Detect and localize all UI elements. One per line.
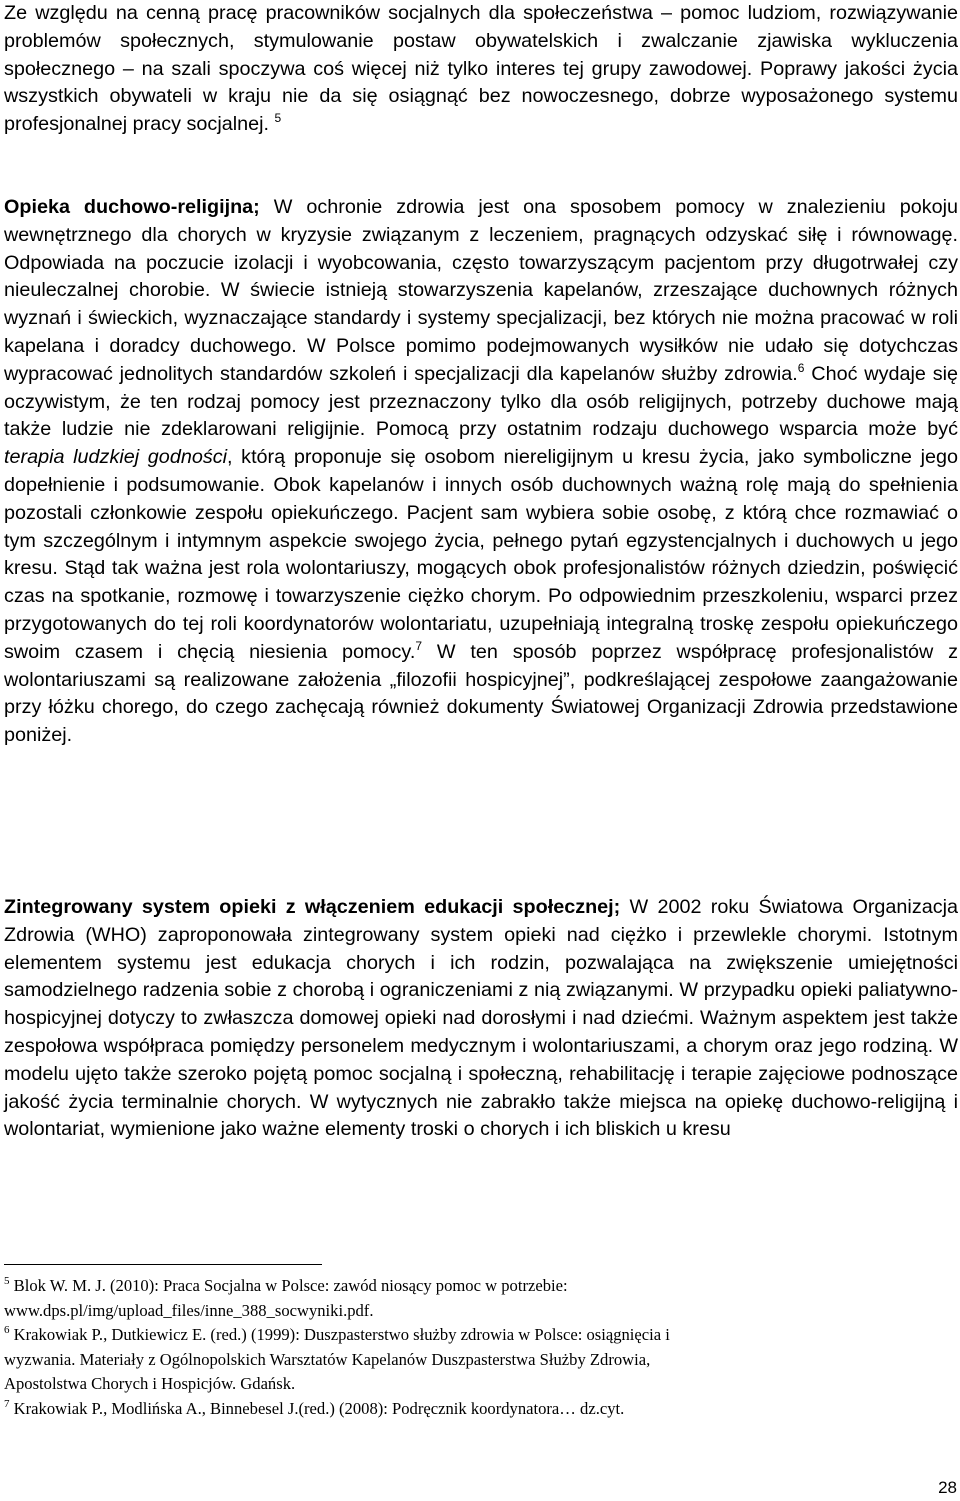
footnote-6-continued <box>4 1348 934 1373</box>
paragraph-text: W ochronie zdrowia jest ona sposobem pomocy w znalezieniu pokoju wewnętrznego dla chorych w kryzysie związanym z leczeniem, pragnących odzyskać siłę i równowagę. Odpowiada na poczucie izolacji i wyobcowania, często towarzyszącym pacjentom przy długotrwałej czy nieuleczalnej chorobie. W świecie istnieją stowarzyszenia kapelanów, zrzeszające duchownych różnych wyznań i świeckich, wyznaczające standardy i systemy specjalizacji, bez których nie można pracować w roli kapelana i doradcy duchowego. W Polsce pomimo podejmowanych wysiłków nie udało się dotychczas wypracować jednolitych standardów szkoleń i specjalizacji dla kapelanów służby zdrowia. <box>4 196 958 385</box>
paragraph-integrated-system <box>4 894 958 1144</box>
footnotes <box>4 1274 934 1421</box>
footnote-link[interactable]: www.dps.pl/img/upload_files/inne_388_socwyniki.pdf. <box>4 1300 374 1320</box>
footnote-5 <box>4 1274 934 1299</box>
footnote-number: 7 <box>4 1397 10 1410</box>
footnote-divider <box>4 1264 322 1265</box>
footnote-text: Blok W. M. J. (2010): Praca Socjalna w Polsce: zawód niosący pomoc w potrzebie: <box>13 1276 568 1295</box>
paragraph-text: , którą proponuje się osobom niereligijnym u kresu życia, jako symboliczne jego dopełnienie i podsumowanie. Obok kapelanów i innych osób duchownych ważną rolę mają do spełnienia pozostali członkowie zespołu opiekuńczego. Pacjent sam wybiera sobie osobę, z którą chce rozmawiać o tym szczególnym i intymnym aspekcie swojego życia, pełnego pytań egzystencjalnych i duchowych u jego kresu. Stąd tak ważna jest rola wolontariuszy, mogących obok profesjonalistów różnych dziedzin, poświęcić czas na spotkanie, rozmowę i towarzyszenie ciężko chorym. Po odpowiednim przeszkoleniu, wsparci przez przygotowanych do tej roli koordynatorów wolontariatu, uzupełniają integralną troskę zespołu opiekuńczego swoim czasem i chęcią niesienia pomocy. <box>4 446 958 663</box>
footnote-reference[interactable]: 7 <box>415 638 423 653</box>
footnote-text: Krakowiak P., Modlińska A., Binnebesel J.(red.) (2008): Podręcznik koordynatora… dz.cyt. <box>13 1398 625 1418</box>
paragraph-text: W ten sposób poprzez współpracę profesjonalistów z wolontariuszami są realizowane założenia „filozofii hospicyjnej”, podkreślającej zespołowe zaangażowanie przy łóżku chorego, do czego zachęcają również dokumenty Światowej Organizacji Zdrowia przedstawione poniżej. <box>4 640 958 747</box>
footnote-text: Apostolstwa Chorych i Hospicjów. Gdańsk. <box>4 1374 296 1393</box>
footnote-number: 6 <box>4 1324 10 1336</box>
paragraph-text: W 2002 roku Światowa Organizacja Zdrowia (WHO) zaproponowała zintegrowany system opieki nad ciężko i przewlekle chorymi. Istotnym elementem systemu jest edukacja chorych i ich rodzin, pozwalająca na zwiększenie umiejętności samodzielnego radzenia sobie z chorobą i ograniczeniami z nią związanymi. W przypadku opieki paliatywno-hospicyjnej dotyczy to zwłaszcza domowej opieki nad dorosłymi i nad dziećmi. Ważnym aspektem jest także zespołowa współpraca pomiędzy personelem medycznym i wolontariuszami, a chorym oraz jego rodziną. W modelu ujęto także szeroko pojętą pomoc socjalną i społeczną, rehabilitację i terapie zajęciowe podnoszące jakość życia terminalnie chorych. W wytycznych nie zabrakło także miejsca na opiekę duchowo-religijną i wolontariat, wymienione jako ważne elementy troski o chorych i ich bliskich u kresu <box>4 896 958 1141</box>
paragraph-social-work <box>4 0 958 139</box>
footnote-text: wyzwania. Materiały z Ogólnopolskich Warsztatów Kapelanów Duszpasterstwa Służby Zdrowia, <box>4 1349 651 1369</box>
footnote-7 <box>4 1397 934 1422</box>
footnote-reference[interactable]: 5 <box>274 111 282 126</box>
paragraph-heading: Opieka duchowo-religijna; <box>4 196 260 218</box>
footnote-5-continued <box>4 1299 934 1324</box>
footnote-number: 5 <box>4 1275 10 1287</box>
italic-term: terapia ludzkiej godności <box>4 446 227 469</box>
page-number: 28 <box>938 1478 957 1497</box>
footnote-6 <box>4 1323 934 1348</box>
footnote-reference[interactable]: 6 <box>797 360 805 375</box>
footnote-6-continued <box>4 1372 934 1397</box>
footnote-text: Krakowiak P., Dutkiewicz E. (red.) (1999): Duszpasterstwo służby zdrowia w Polsce: osiągnięcia i <box>13 1325 670 1344</box>
paragraph-text: Ze względu na cenną pracę pracowników socjalnych dla społeczeństwa – pomoc ludziom, rozwiązywanie problemów społecznych, stymulowanie postaw obywatelskich i zwalczanie zjawiska wykluczenia społecznego – na szali spoczywa coś więcej niż tylko interes tej grupy zawodowej. Poprawy jakości życia wszystkich obywateli w kraju nie da się osiągnąć bez nowoczesnego, dobrze wyposażonego systemu profesjonalnej pracy socjalnej. <box>4 2 958 136</box>
paragraph-spiritual-care <box>4 194 958 750</box>
paragraph-heading: Zintegrowany system opieki z włączeniem edukacji społecznej; <box>4 896 621 918</box>
paragraph-text: Choć wydaje się oczywistym, że ten rodzaj pomocy jest przeznaczony tylko dla osób religijnych, potrzeby duchowe mają także ludzie nie zdeklarowani religijnie. Pomocą przy ostatnim rodzaju duchowego wsparcia może być <box>4 362 959 441</box>
